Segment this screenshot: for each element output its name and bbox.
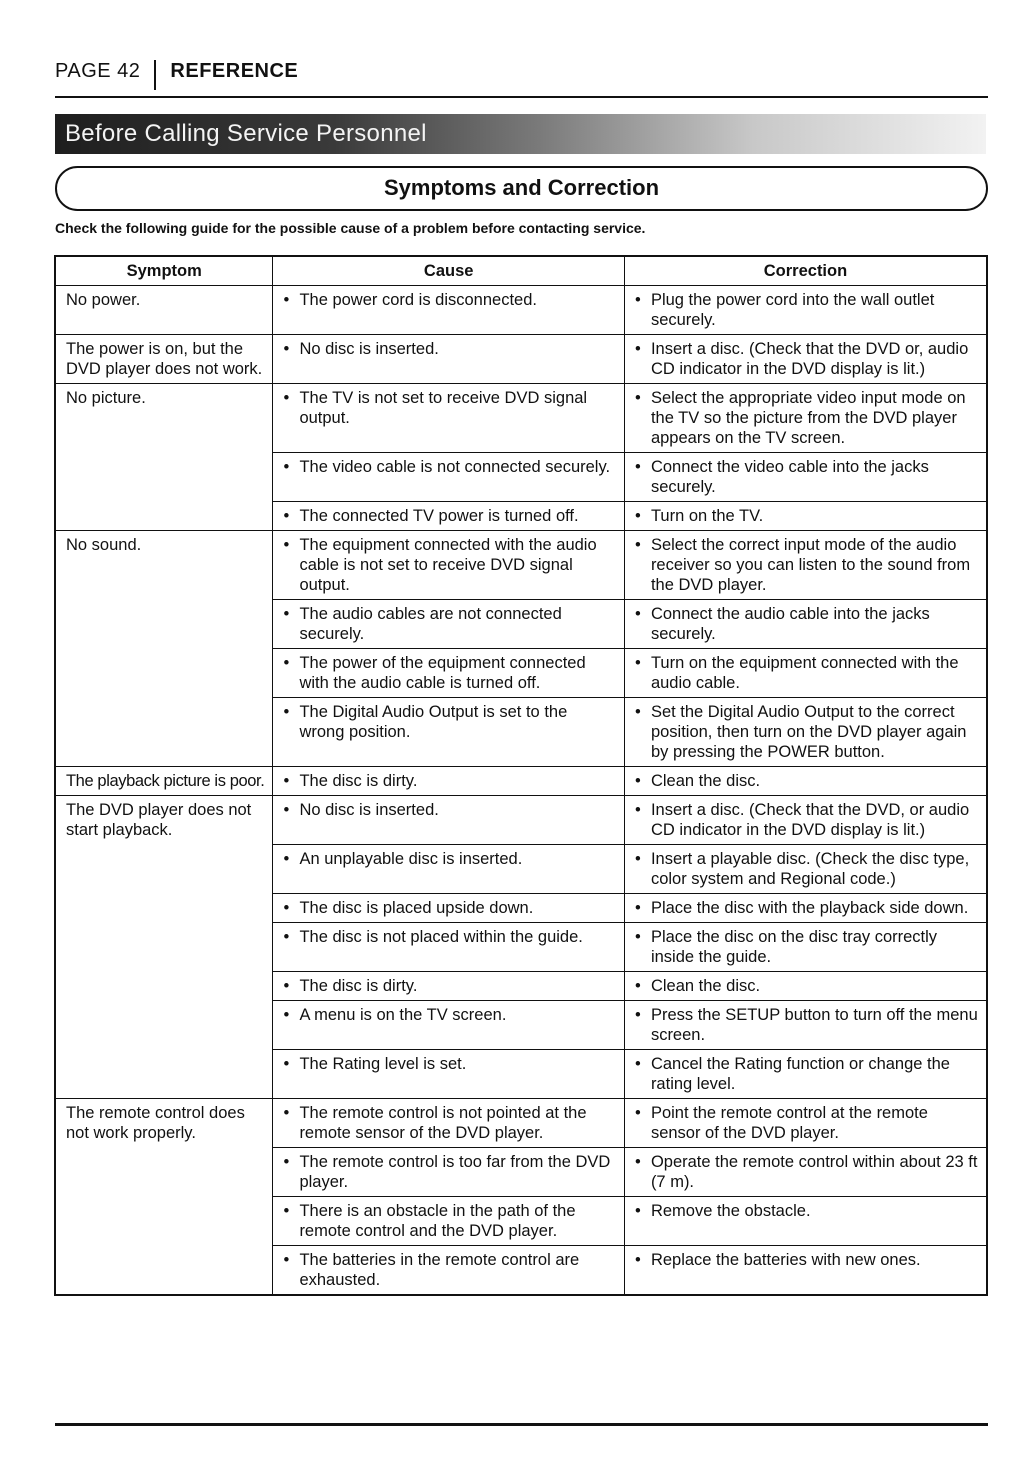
correction-bullet-item bbox=[635, 457, 978, 497]
correction-text: Point the remote control at the remote sensor of the DVD player. bbox=[650, 1104, 928, 1142]
column-header-cause: Cause bbox=[273, 256, 625, 286]
heading-box bbox=[55, 166, 988, 211]
cause-cell bbox=[273, 923, 625, 972]
table-row bbox=[55, 384, 987, 453]
correction-text: Clean the disc. bbox=[650, 772, 761, 790]
cause-cell bbox=[273, 335, 625, 384]
correction-cell bbox=[624, 286, 987, 335]
column-header-symptom: Symptom bbox=[55, 256, 273, 286]
correction-text: Place the disc with the playback side down. bbox=[650, 899, 969, 917]
bullet-icon: • bbox=[283, 977, 290, 995]
cause-bullet-item bbox=[283, 927, 616, 947]
correction-cell bbox=[624, 1050, 987, 1099]
correction-text: Insert a disc. (Check that the DVD, or audio CD indicator in the DVD display is lit.) bbox=[650, 801, 970, 839]
bullet-icon: • bbox=[634, 977, 641, 995]
cause-text: The disc is dirty. bbox=[299, 977, 418, 995]
bullet-icon: • bbox=[283, 389, 290, 407]
cause-bullet-item bbox=[283, 604, 616, 644]
cause-text: The TV is not set to receive DVD signal output. bbox=[299, 389, 588, 427]
cause-cell bbox=[273, 1099, 625, 1148]
correction-bullet-item bbox=[635, 927, 978, 967]
correction-bullet-item bbox=[635, 506, 978, 526]
cause-bullet-item bbox=[283, 1201, 616, 1241]
bullet-icon: • bbox=[283, 536, 290, 554]
cause-cell bbox=[273, 384, 625, 453]
cause-text: The batteries in the remote control are exhausted. bbox=[299, 1251, 580, 1289]
correction-text: Turn on the TV. bbox=[650, 507, 764, 525]
cause-cell bbox=[273, 649, 625, 698]
symptom-cell: No sound. bbox=[55, 531, 273, 767]
banner bbox=[55, 114, 986, 154]
correction-text: Plug the power cord into the wall outlet securely. bbox=[650, 291, 935, 329]
correction-cell bbox=[624, 698, 987, 767]
cause-bullet-item bbox=[283, 800, 616, 820]
table-row bbox=[55, 286, 987, 335]
bullet-icon: • bbox=[283, 340, 290, 358]
header-separator bbox=[154, 60, 156, 90]
cause-cell bbox=[273, 972, 625, 1001]
cause-text: The power cord is disconnected. bbox=[299, 291, 537, 309]
cause-bullet-item bbox=[283, 290, 616, 310]
cause-cell bbox=[273, 1197, 625, 1246]
correction-bullet-item bbox=[635, 702, 978, 762]
bullet-icon: • bbox=[634, 536, 641, 554]
cause-text: The Digital Audio Output is set to the wrong position. bbox=[299, 703, 568, 741]
cause-bullet-item bbox=[283, 771, 616, 791]
bullet-icon: • bbox=[283, 1153, 290, 1171]
correction-bullet-item bbox=[635, 604, 978, 644]
correction-text: Select the appropriate video input mode on the TV so the picture from the DVD player appears on the TV screen. bbox=[650, 389, 966, 447]
correction-cell bbox=[624, 649, 987, 698]
bullet-icon: • bbox=[283, 772, 290, 790]
cause-bullet-item bbox=[283, 457, 616, 477]
cause-text: The video cable is not connected securely. bbox=[299, 458, 611, 476]
cause-text: The remote control is too far from the DVD player. bbox=[299, 1153, 611, 1191]
cause-text: No disc is inserted. bbox=[299, 340, 439, 358]
cause-cell bbox=[273, 845, 625, 894]
cause-cell bbox=[273, 1050, 625, 1099]
correction-text: Remove the obstacle. bbox=[650, 1202, 811, 1220]
correction-bullet-item bbox=[635, 1250, 978, 1270]
bullet-icon: • bbox=[283, 458, 290, 476]
correction-text: Clean the disc. bbox=[650, 977, 761, 995]
correction-bullet-item bbox=[635, 771, 978, 791]
bullet-icon: • bbox=[634, 1104, 641, 1122]
symptom-cell: The power is on, but the DVD player does not work. bbox=[55, 335, 273, 384]
cause-text: There is an obstacle in the path of the remote control and the DVD player. bbox=[299, 1202, 576, 1240]
bullet-icon: • bbox=[283, 605, 290, 623]
bullet-icon: • bbox=[634, 801, 641, 819]
bullet-icon: • bbox=[634, 1251, 641, 1269]
cause-bullet-item bbox=[283, 653, 616, 693]
correction-bullet-item bbox=[635, 290, 978, 330]
intro-text: Check the following guide for the possible cause of a problem before contacting service. bbox=[55, 220, 646, 236]
correction-text: Select the correct input mode of the audio receiver so you can listen to the sound from the DVD player. bbox=[650, 536, 971, 594]
correction-cell bbox=[624, 972, 987, 1001]
cause-bullet-item bbox=[283, 339, 616, 359]
cause-text: An unplayable disc is inserted. bbox=[299, 850, 523, 868]
heading-title: Symptoms and Correction bbox=[383, 175, 660, 200]
table-body bbox=[55, 286, 987, 1296]
cause-cell bbox=[273, 531, 625, 600]
bullet-icon: • bbox=[283, 654, 290, 672]
cause-text: A menu is on the TV screen. bbox=[299, 1006, 507, 1024]
cause-bullet-item bbox=[283, 976, 616, 996]
correction-cell bbox=[624, 531, 987, 600]
cause-bullet-item bbox=[283, 1152, 616, 1192]
cause-text: The Rating level is set. bbox=[299, 1055, 467, 1073]
cause-bullet-item bbox=[283, 1103, 616, 1143]
correction-bullet-item bbox=[635, 849, 978, 889]
cause-cell bbox=[273, 453, 625, 502]
correction-text: Turn on the equipment connected with the audio cable. bbox=[650, 654, 959, 692]
correction-cell bbox=[624, 845, 987, 894]
page-number: PAGE 42 bbox=[55, 60, 141, 82]
correction-cell bbox=[624, 1197, 987, 1246]
bullet-icon: • bbox=[634, 654, 641, 672]
correction-text: Replace the batteries with new ones. bbox=[650, 1251, 921, 1269]
bullet-icon: • bbox=[634, 605, 641, 623]
table-header-row bbox=[55, 256, 987, 286]
bullet-icon: • bbox=[634, 458, 641, 476]
cause-text: The equipment connected with the audio cable is not set to receive DVD signal output. bbox=[299, 536, 597, 594]
cause-bullet-item bbox=[283, 1250, 616, 1290]
correction-bullet-item bbox=[635, 535, 978, 595]
column-header-correction: Correction bbox=[624, 256, 987, 286]
correction-bullet-item bbox=[635, 1201, 978, 1221]
section-title: REFERENCE bbox=[170, 60, 299, 82]
bullet-icon: • bbox=[283, 703, 290, 721]
cause-cell bbox=[273, 286, 625, 335]
footer-rule bbox=[55, 1423, 988, 1426]
bullet-icon: • bbox=[634, 507, 641, 525]
symptom-cell: The playback picture is poor. bbox=[55, 767, 273, 796]
correction-cell bbox=[624, 600, 987, 649]
cause-cell bbox=[273, 1001, 625, 1050]
bullet-icon: • bbox=[634, 291, 641, 309]
bullet-icon: • bbox=[283, 801, 290, 819]
symptom-cell: The remote control does not work properly. bbox=[55, 1099, 273, 1296]
bullet-icon: • bbox=[634, 1202, 641, 1220]
cause-text: No disc is inserted. bbox=[299, 801, 439, 819]
cause-text: The disc is placed upside down. bbox=[299, 899, 534, 917]
correction-cell bbox=[624, 1148, 987, 1197]
correction-bullet-item bbox=[635, 339, 978, 379]
correction-bullet-item bbox=[635, 976, 978, 996]
cause-text: The disc is not placed within the guide. bbox=[299, 928, 583, 946]
cause-bullet-item bbox=[283, 702, 616, 742]
correction-cell bbox=[624, 335, 987, 384]
correction-text: Connect the video cable into the jacks securely. bbox=[650, 458, 929, 496]
cause-bullet-item bbox=[283, 535, 616, 595]
correction-cell bbox=[624, 384, 987, 453]
correction-bullet-item bbox=[635, 898, 978, 918]
bullet-icon: • bbox=[634, 1055, 641, 1073]
bullet-icon: • bbox=[634, 850, 641, 868]
correction-text: Connect the audio cable into the jacks securely. bbox=[650, 605, 930, 643]
symptom-cell: No picture. bbox=[55, 384, 273, 531]
correction-bullet-item bbox=[635, 800, 978, 840]
cause-cell bbox=[273, 1148, 625, 1197]
troubleshooting-table bbox=[54, 255, 988, 1296]
correction-cell bbox=[624, 1246, 987, 1296]
correction-cell bbox=[624, 796, 987, 845]
page-header bbox=[55, 60, 988, 98]
bullet-icon: • bbox=[283, 899, 290, 917]
correction-bullet-item bbox=[635, 1054, 978, 1094]
cause-cell bbox=[273, 698, 625, 767]
bullet-icon: • bbox=[283, 928, 290, 946]
cause-cell bbox=[273, 894, 625, 923]
correction-cell bbox=[624, 923, 987, 972]
bullet-icon: • bbox=[634, 389, 641, 407]
correction-text: Press the SETUP button to turn off the menu screen. bbox=[650, 1006, 978, 1044]
correction-bullet-item bbox=[635, 653, 978, 693]
banner-title: Before Calling Service Personnel bbox=[65, 120, 427, 147]
bullet-icon: • bbox=[634, 703, 641, 721]
bullet-icon: • bbox=[634, 928, 641, 946]
bullet-icon: • bbox=[283, 1055, 290, 1073]
table-row bbox=[55, 796, 987, 845]
cause-bullet-item bbox=[283, 898, 616, 918]
cause-bullet-item bbox=[283, 1054, 616, 1074]
correction-cell bbox=[624, 1099, 987, 1148]
bullet-icon: • bbox=[634, 340, 641, 358]
correction-bullet-item bbox=[635, 1152, 978, 1192]
cause-bullet-item bbox=[283, 506, 616, 526]
cause-text: The audio cables are not connected securely. bbox=[299, 605, 562, 643]
correction-bullet-item bbox=[635, 1103, 978, 1143]
cause-cell bbox=[273, 600, 625, 649]
correction-text: Operate the remote control within about 23 ft (7 m). bbox=[650, 1153, 978, 1191]
table-row bbox=[55, 1099, 987, 1148]
correction-bullet-item bbox=[635, 388, 978, 448]
bullet-icon: • bbox=[634, 1006, 641, 1024]
cause-cell bbox=[273, 767, 625, 796]
bullet-icon: • bbox=[283, 1251, 290, 1269]
bullet-icon: • bbox=[283, 291, 290, 309]
correction-cell bbox=[624, 1001, 987, 1050]
cause-cell bbox=[273, 502, 625, 531]
symptom-cell: The DVD player does not start playback. bbox=[55, 796, 273, 1099]
bullet-icon: • bbox=[283, 1202, 290, 1220]
cause-bullet-item bbox=[283, 388, 616, 428]
correction-text: Insert a playable disc. (Check the disc type, color system and Regional code.) bbox=[650, 850, 970, 888]
correction-cell bbox=[624, 767, 987, 796]
bullet-icon: • bbox=[634, 772, 641, 790]
bullet-icon: • bbox=[634, 899, 641, 917]
correction-text: Insert a disc. (Check that the DVD or, audio CD indicator in the DVD display is lit.) bbox=[650, 340, 969, 378]
cause-text: The power of the equipment connected with the audio cable is turned off. bbox=[299, 654, 586, 692]
correction-cell bbox=[624, 453, 987, 502]
bullet-icon: • bbox=[634, 1153, 641, 1171]
cause-bullet-item bbox=[283, 1005, 616, 1025]
table-row bbox=[55, 767, 987, 796]
correction-cell bbox=[624, 502, 987, 531]
correction-cell bbox=[624, 894, 987, 923]
cause-text: The connected TV power is turned off. bbox=[299, 507, 579, 525]
bullet-icon: • bbox=[283, 1104, 290, 1122]
table-row bbox=[55, 335, 987, 384]
cause-text: The disc is dirty. bbox=[299, 772, 418, 790]
table-row bbox=[55, 531, 987, 600]
cause-cell bbox=[273, 1246, 625, 1296]
cause-bullet-item bbox=[283, 849, 616, 869]
correction-text: Cancel the Rating function or change the rating level. bbox=[650, 1055, 950, 1093]
correction-text: Set the Digital Audio Output to the correct position, then turn on the DVD player again by pressing the POWER button. bbox=[650, 703, 967, 761]
cause-text: The remote control is not pointed at the remote sensor of the DVD player. bbox=[299, 1104, 587, 1142]
cause-cell bbox=[273, 796, 625, 845]
correction-text: Place the disc on the disc tray correctly inside the guide. bbox=[650, 928, 938, 966]
symptom-cell: No power. bbox=[55, 286, 273, 335]
correction-bullet-item bbox=[635, 1005, 978, 1045]
bullet-icon: • bbox=[283, 507, 290, 525]
bullet-icon: • bbox=[283, 1006, 290, 1024]
bullet-icon: • bbox=[283, 850, 290, 868]
